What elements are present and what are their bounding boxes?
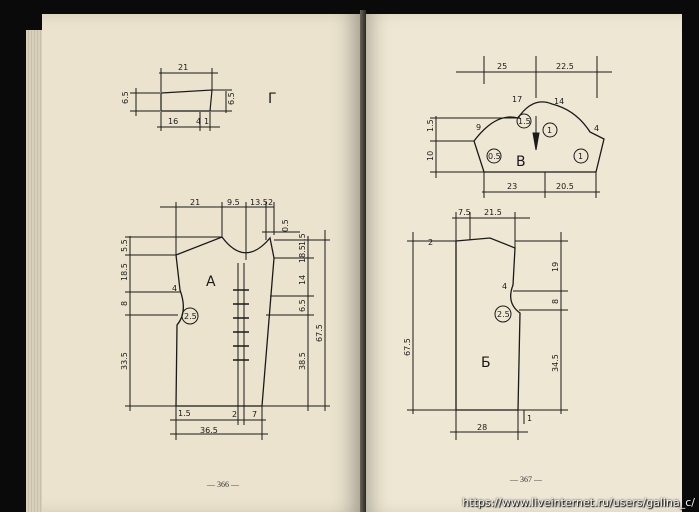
circle-label: 1 xyxy=(578,152,584,161)
dim-label: 2 xyxy=(268,198,274,207)
piece-b-letter: Б xyxy=(481,355,491,371)
dim-label: 67.5 xyxy=(403,338,412,356)
dim-label: 67.5 xyxy=(315,324,324,342)
dim-label: 6.5 xyxy=(227,92,236,105)
dim-label: 9.5 xyxy=(227,198,240,207)
dim-label: 13.5 xyxy=(250,198,268,207)
dim-label: 17 xyxy=(512,95,523,104)
dim-label: 28 xyxy=(477,423,488,432)
dim-label: 4 xyxy=(172,284,178,293)
dim-label: 21 xyxy=(190,198,201,207)
dim-label: 14 xyxy=(298,274,307,285)
page-number-right: — 367 — xyxy=(510,475,542,484)
piece-v-letter: В xyxy=(516,154,526,170)
dim-label: 16 xyxy=(168,117,179,126)
dim-label: 2 xyxy=(232,410,238,419)
dim-label: 4 xyxy=(594,124,600,133)
circle-label: 1 xyxy=(547,126,553,135)
dim-label: 0.5 xyxy=(281,219,290,232)
dim-label: 7.5 xyxy=(458,208,471,217)
dim-label: 4 xyxy=(502,282,508,291)
piece-g-pattern xyxy=(130,68,232,131)
dim-label: 1.5 xyxy=(426,119,435,132)
dim-label: 38.5 xyxy=(298,352,307,370)
dim-label: 14 xyxy=(554,97,565,106)
dim-label: 21 xyxy=(178,63,189,72)
circle-label: 2.5 xyxy=(184,312,197,321)
dim-label: 22.5 xyxy=(556,62,574,71)
dim-label: 23 xyxy=(507,182,518,191)
dim-label: 1.5 xyxy=(298,233,307,246)
dim-label: 19 xyxy=(551,261,560,272)
dim-label: 2 xyxy=(428,238,434,247)
dim-label: 21.5 xyxy=(484,208,502,217)
dim-label: 1 xyxy=(527,414,533,423)
dim-label: 5.5 xyxy=(120,239,129,252)
dim-label: 8 xyxy=(551,298,560,304)
piece-g-letter: Г xyxy=(268,91,277,107)
dim-label: 1 xyxy=(204,117,210,126)
page-number-left: — 366 — xyxy=(207,480,239,489)
dim-label: 18.5 xyxy=(298,245,307,263)
dim-label: 33.5 xyxy=(120,352,129,370)
dim-label: 18.5 xyxy=(120,263,129,281)
dim-label: 6.5 xyxy=(121,91,130,104)
dim-label: 1.5 xyxy=(178,409,191,418)
circle-label: 1.5 xyxy=(518,117,531,126)
watermark-url: https://www.liveinternet.ru/users/galina_c/ xyxy=(462,496,695,509)
circle-label: 2.5 xyxy=(497,310,510,319)
dim-label: 7 xyxy=(252,410,258,419)
circle-label: 0.5 xyxy=(488,152,501,161)
dim-label: 34.5 xyxy=(551,354,560,372)
dim-label: 6.5 xyxy=(298,299,307,312)
dim-label: 36.5 xyxy=(200,426,218,435)
dim-label: 8 xyxy=(120,300,129,306)
dim-label: 20.5 xyxy=(556,182,574,191)
piece-a-letter: А xyxy=(206,274,216,290)
dim-label: 4 xyxy=(196,117,202,126)
dim-label: 10 xyxy=(426,150,435,161)
dim-label: 25 xyxy=(497,62,508,71)
dim-label: 9 xyxy=(476,123,482,132)
